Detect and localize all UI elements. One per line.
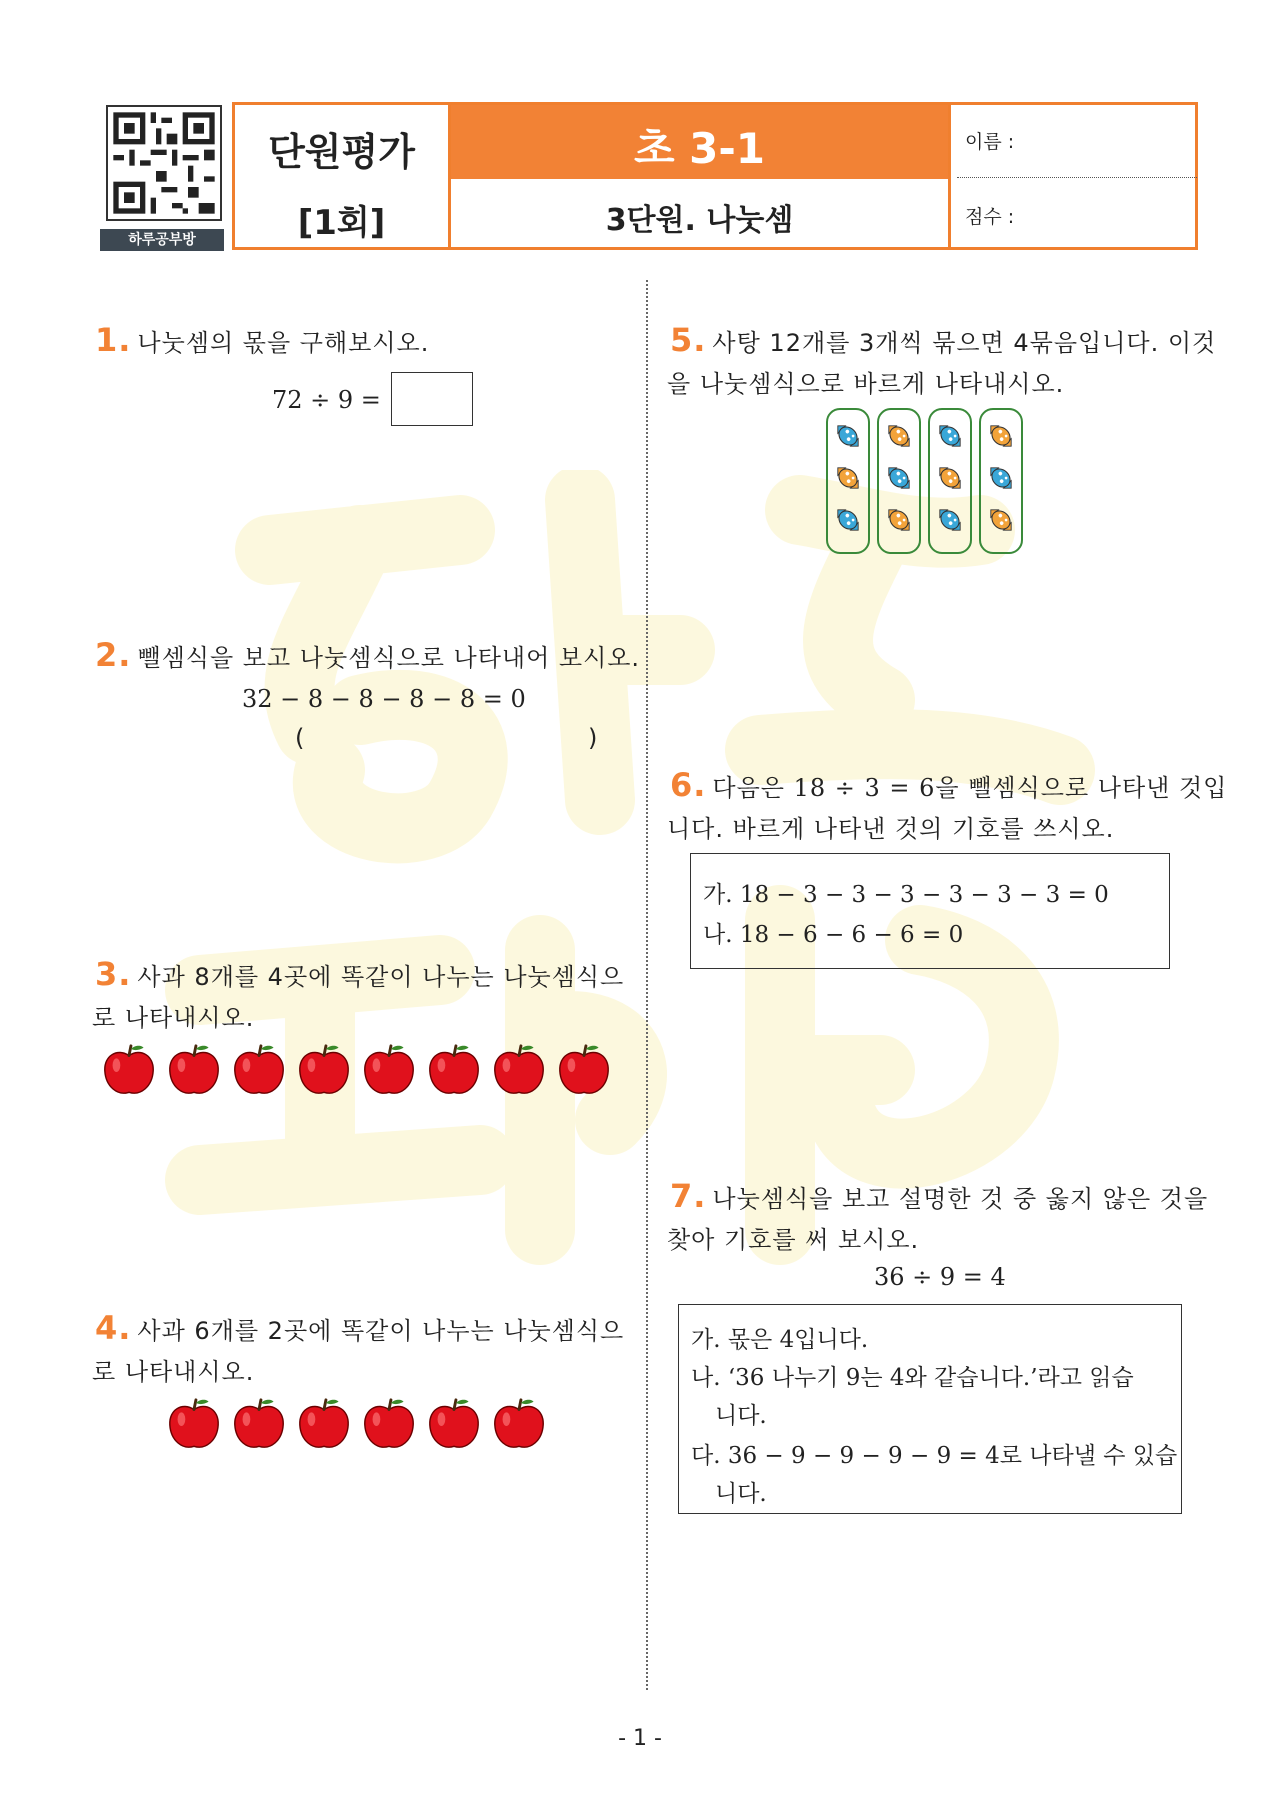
question-text: 사탕 12개를 3개씩 묶으면 4묶음입니다. 이것 bbox=[712, 329, 1217, 357]
field-separator bbox=[957, 177, 1197, 178]
score-field-label: 점수 : bbox=[965, 206, 1015, 228]
qr-code bbox=[100, 105, 224, 248]
apple-icon bbox=[425, 1042, 483, 1100]
q6-option-b: 나. 18 − 6 − 6 − 6 = 0 bbox=[703, 922, 964, 948]
question-3 bbox=[95, 952, 624, 999]
column-divider bbox=[646, 280, 648, 1690]
name-field-label: 이름 : bbox=[965, 131, 1015, 153]
question-4-cont: 로 나타내시오. bbox=[92, 1358, 255, 1386]
candy-icon bbox=[983, 460, 1019, 496]
question-number: 2. bbox=[95, 636, 132, 674]
question-number: 5. bbox=[670, 321, 707, 359]
question-text: 사과 6개를 2곳에 똑같이 나누는 나눗셈식으 bbox=[137, 1317, 625, 1345]
candy-icon bbox=[881, 460, 917, 496]
apple-icon bbox=[100, 1042, 158, 1100]
question-6 bbox=[670, 763, 1227, 810]
candy-icon bbox=[932, 418, 968, 454]
q7-option-a: 가. 몫은 4입니다. bbox=[691, 1327, 869, 1353]
question-7 bbox=[670, 1174, 1208, 1221]
q7-option-b-cont: 니다. bbox=[715, 1403, 767, 1429]
candy-icon bbox=[830, 418, 866, 454]
question-number: 3. bbox=[95, 955, 132, 993]
question-text: 나눗셈식을 보고 설명한 것 중 옳지 않은 것을 bbox=[712, 1185, 1209, 1213]
q7-options-box bbox=[678, 1304, 1182, 1514]
question-number: 7. bbox=[670, 1177, 707, 1215]
question-5-cont: 을 나눗셈식으로 바르게 나타내시오. bbox=[667, 370, 1065, 398]
q2-equation: 32 − 8 − 8 − 8 − 8 = 0 bbox=[242, 685, 526, 713]
q2-answer-field[interactable] bbox=[310, 722, 580, 756]
candy-icon bbox=[932, 502, 968, 538]
candy-group bbox=[877, 408, 921, 554]
q2-answer-paren-close: ) bbox=[588, 724, 598, 752]
q3-apples bbox=[100, 1042, 620, 1100]
candy-icon bbox=[830, 502, 866, 538]
question-1 bbox=[95, 318, 429, 365]
q7-option-c-cont: 니다. bbox=[715, 1481, 767, 1507]
question-5 bbox=[670, 318, 1216, 365]
candy-group bbox=[928, 408, 972, 554]
apple-icon bbox=[230, 1042, 288, 1100]
q7-equation: 36 ÷ 9 = 4 bbox=[874, 1263, 1006, 1291]
apple-icon bbox=[295, 1396, 353, 1454]
apple-icon bbox=[555, 1042, 613, 1100]
q2-answer-paren-open: ( bbox=[295, 724, 305, 752]
candy-group bbox=[826, 408, 870, 554]
test-round: [1회] bbox=[297, 203, 386, 243]
candy-icon bbox=[983, 418, 1019, 454]
question-number: 4. bbox=[95, 1309, 132, 1347]
q6-options-box bbox=[690, 853, 1170, 969]
q5-candy-groups bbox=[826, 408, 1030, 554]
question-7-cont: 찾아 기호를 써 보시오. bbox=[667, 1226, 920, 1254]
test-kind: 단원평가 bbox=[268, 130, 415, 174]
question-6-cont: 니다. 바르게 나타낸 것의 기호를 쓰시오. bbox=[667, 815, 1115, 843]
candy-icon bbox=[983, 502, 1019, 538]
q6-option-a: 가. 18 − 3 − 3 − 3 − 3 − 3 − 3 = 0 bbox=[703, 882, 1109, 908]
q1-answer-box[interactable] bbox=[391, 372, 473, 426]
apple-icon bbox=[165, 1396, 223, 1454]
q4-apples bbox=[165, 1396, 555, 1454]
header-table bbox=[232, 102, 1198, 250]
question-4 bbox=[95, 1306, 624, 1353]
unit-title: 3단원. 나눗셈 bbox=[605, 203, 794, 238]
candy-icon bbox=[881, 418, 917, 454]
q1-equation: 72 ÷ 9 = bbox=[272, 386, 381, 414]
candy-icon bbox=[881, 502, 917, 538]
header-student-cell bbox=[951, 105, 1195, 247]
apple-icon bbox=[230, 1396, 288, 1454]
grade-label: 초 3-1 bbox=[633, 124, 766, 173]
q7-option-c: 다. 36 − 9 − 9 − 9 − 9 = 4로 나타낼 수 있습 bbox=[691, 1443, 1178, 1469]
candy-group bbox=[979, 408, 1023, 554]
question-number: 1. bbox=[95, 321, 132, 359]
question-number: 6. bbox=[670, 766, 707, 804]
question-text: 나눗셈의 몫을 구해보시오. bbox=[137, 329, 430, 357]
question-2 bbox=[95, 633, 640, 680]
question-text: 뺄셈식을 보고 나눗셈식으로 나타내어 보시오. bbox=[137, 644, 641, 672]
apple-icon bbox=[490, 1396, 548, 1454]
question-text: 다음은 18 ÷ 3 = 6을 뺄셈식으로 나타낸 것입 bbox=[712, 774, 1228, 802]
apple-icon bbox=[360, 1396, 418, 1454]
apple-icon bbox=[425, 1396, 483, 1454]
candy-icon bbox=[830, 460, 866, 496]
apple-icon bbox=[295, 1042, 353, 1100]
page-number: - 1 - bbox=[618, 1726, 662, 1751]
q7-option-b: 나. ‘36 나누기 9는 4와 같습니다.’라고 읽습 bbox=[691, 1365, 1134, 1391]
question-text: 사과 8개를 4곳에 똑같이 나누는 나눗셈식으 bbox=[137, 963, 625, 991]
qr-code-icon bbox=[106, 105, 222, 221]
candy-icon bbox=[932, 460, 968, 496]
apple-icon bbox=[490, 1042, 548, 1100]
qr-caption: 하루공부방 bbox=[100, 229, 224, 251]
header-grade-cell bbox=[451, 105, 951, 247]
header-title-cell bbox=[235, 105, 451, 247]
apple-icon bbox=[165, 1042, 223, 1100]
apple-icon bbox=[360, 1042, 418, 1100]
question-3-cont: 로 나타내시오. bbox=[92, 1004, 255, 1032]
